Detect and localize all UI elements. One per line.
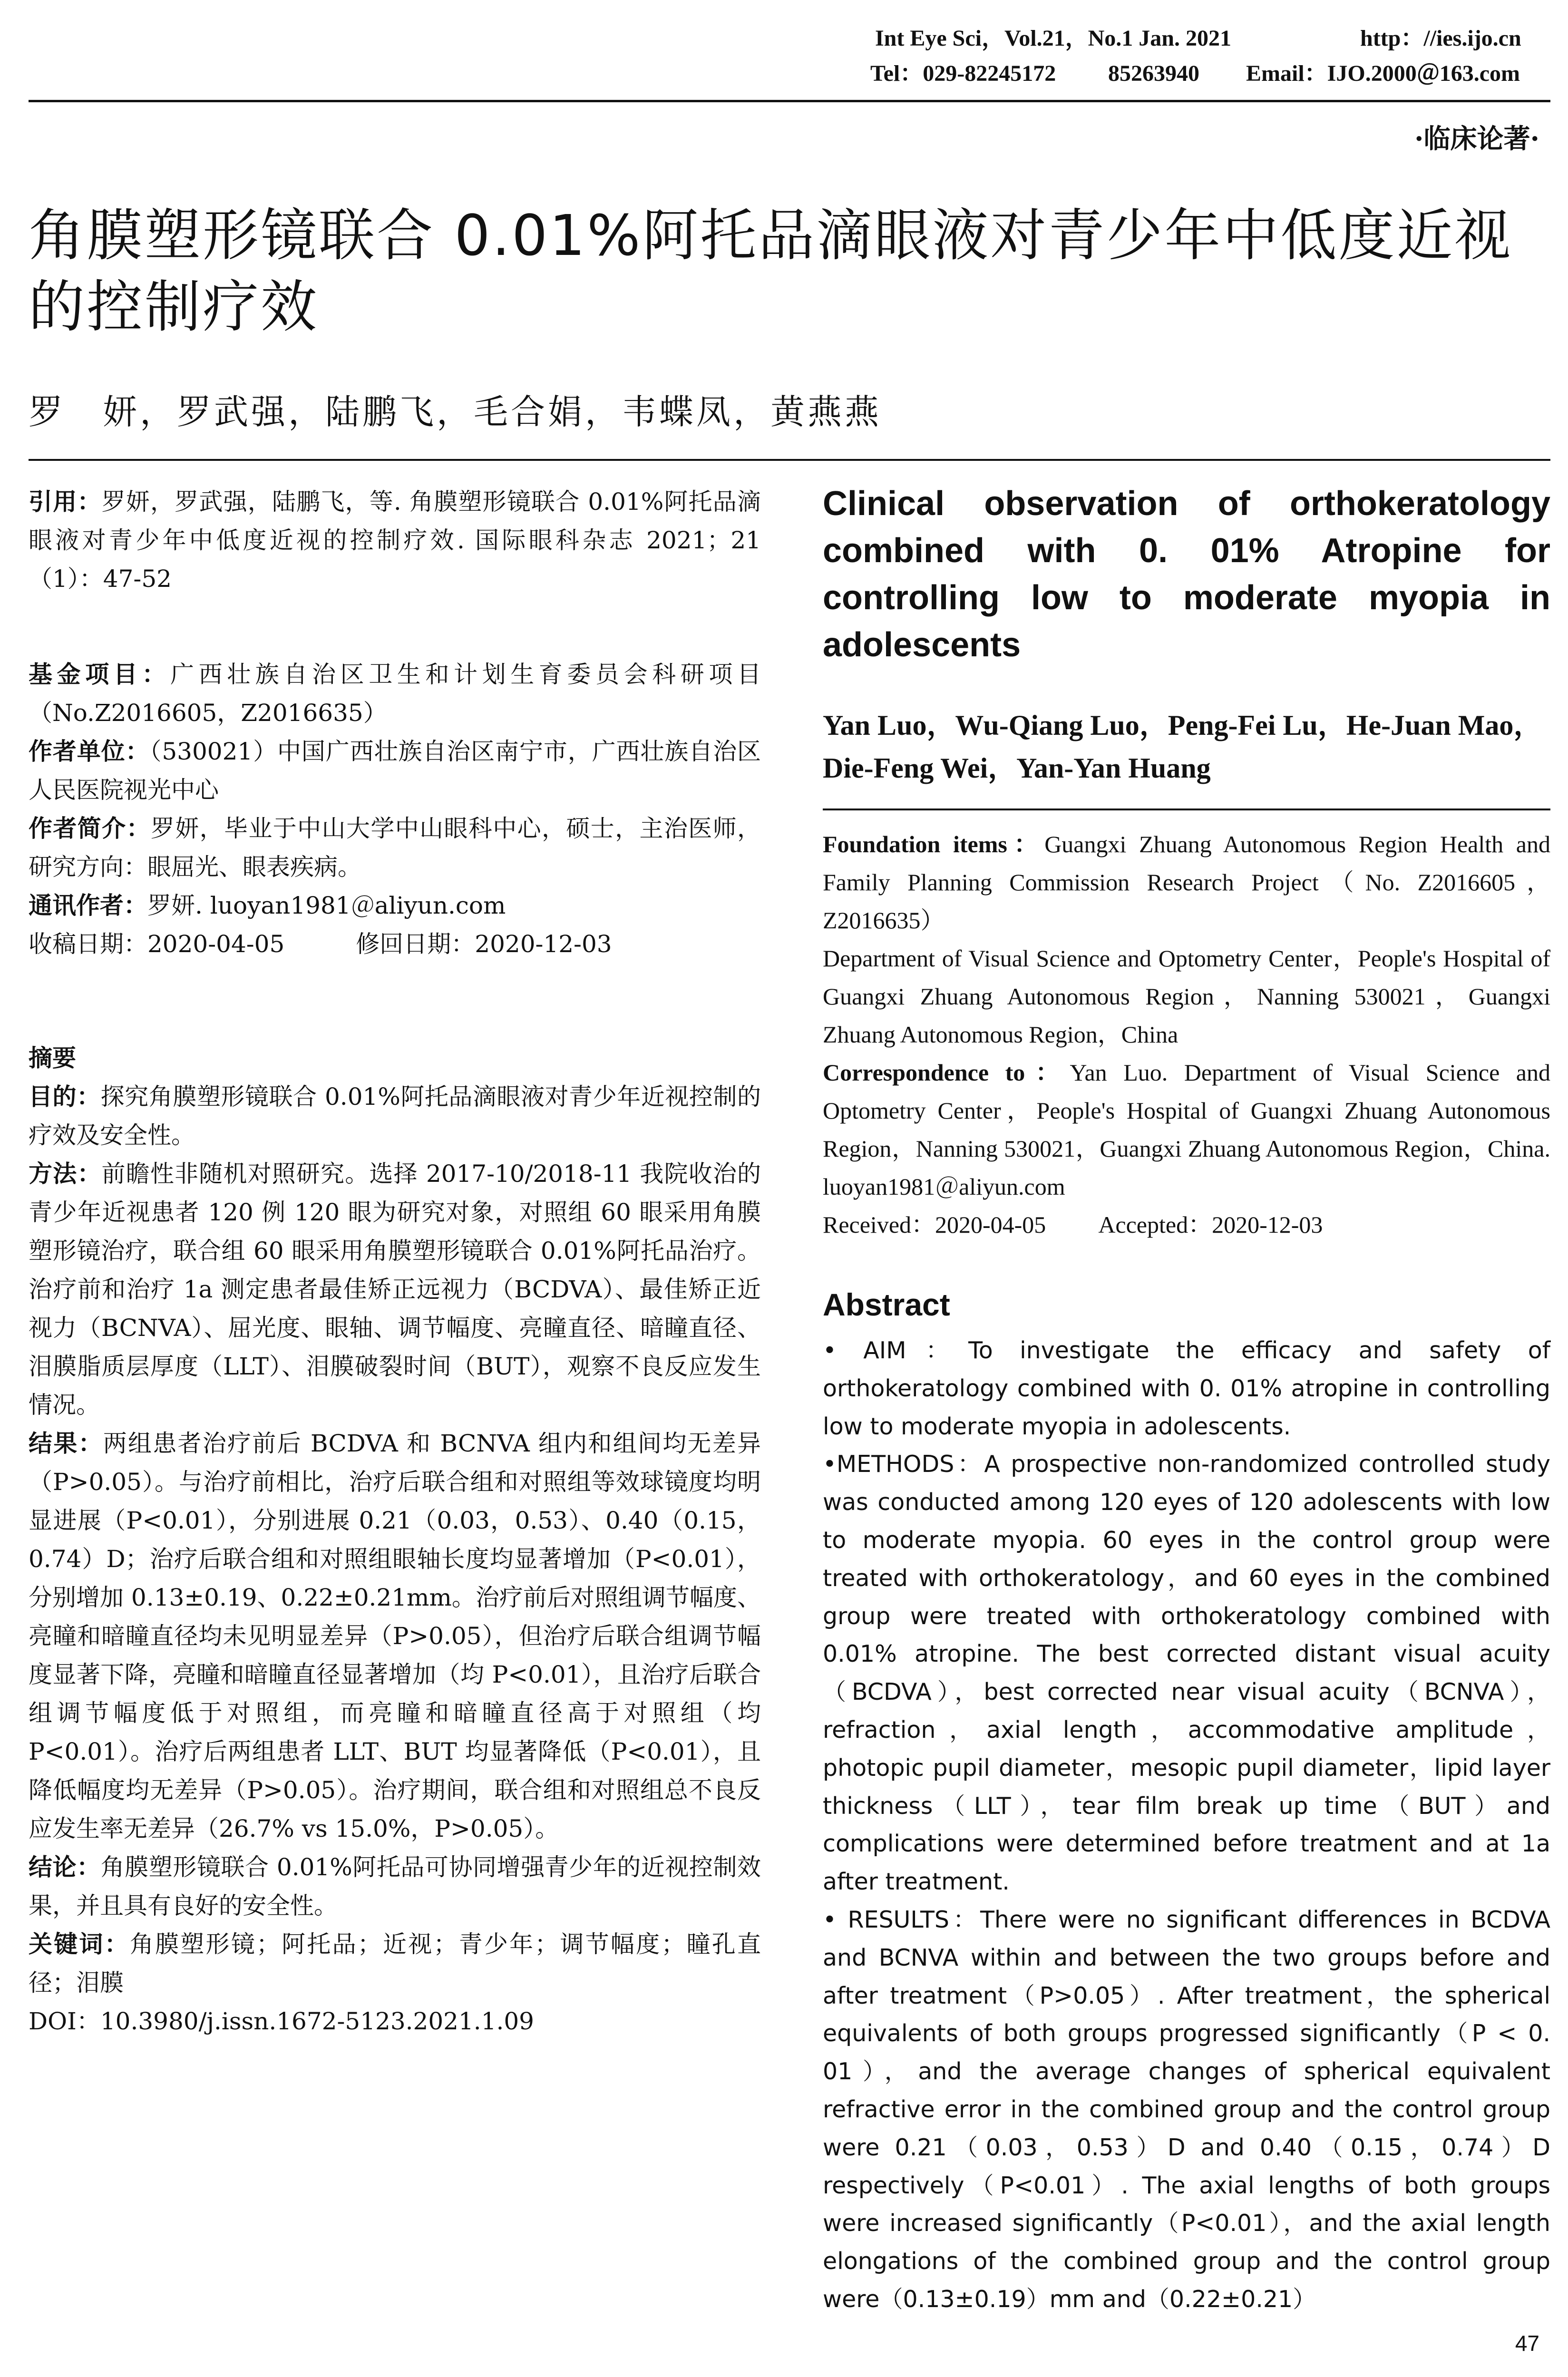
journal-tel2: 85263940 — [1108, 61, 1199, 86]
received-en: Received：2020-04-05 — [823, 1211, 1046, 1238]
aim-label: 目的： — [29, 1083, 101, 1111]
journal-tel: Tel：029-82245172 — [870, 61, 1056, 86]
authors-rule — [823, 809, 1550, 810]
methods-label: 方法： — [29, 1160, 102, 1188]
unit-text: （530021）中国广西壮族自治区南宁市，广西壮族自治区人民医院视光中心 — [29, 738, 761, 804]
unit-label: 作者单位： — [29, 738, 150, 765]
revised-date: 修回日期：2020-12-03 — [356, 930, 612, 958]
dates — [29, 925, 761, 964]
journal-url[interactable]: http：//ies.ijo.cn — [1360, 26, 1521, 51]
aim-cn — [29, 1078, 761, 1155]
fund-text-en: Guangxi Zhuang Autonomous Region Health and Family Planning Commission Research Project（No. Z2016605，Z2016635） — [823, 831, 1550, 934]
received-date: 收稿日期：2020-04-05 — [29, 930, 285, 958]
methods-text: 前瞻性非随机对照研究。选择 2017-10/2018-11 我院收治的青少年近视患者 120 例 120 眼为研究对象，对照组 60 眼采用角膜塑形镜治疗，联合组 60 眼采用角膜塑形镜联合 0.01%阿托品治疗。治疗前和治疗 1a 测定患者最佳矫正远视力（BCDVA）、最佳矫正近视力（BCNVA）、屈光度、眼轴、调节幅度、亮瞳直径、暗瞳直径、泪膜脂质层厚度（LLT）、泪膜破裂时间（BUT），观察不良反应发生情况。 — [29, 1160, 761, 1419]
bio-text: 罗妍，毕业于中山大学中山眼科中心，硕士，主治医师，研究方向：眼屈光、眼表疾病。 — [29, 815, 761, 881]
bio-label: 作者简介： — [29, 815, 151, 842]
corr-text-en: Yan Luo. Department of Visual Science and Optometry Center，People's Hospital of Guangxi Zhuang Autonomous Region，Nanning 530021，Guangxi Zhuang Autonomous Region，China. luoyan1981＠aliyun.com — [823, 1059, 1551, 1200]
authors-cn: 罗 妍，罗武强，陆鹏飞，毛合娟，韦蝶凤，黄燕燕 — [29, 392, 882, 432]
corr-label-en: Correspondence to： — [823, 1059, 1070, 1086]
fund-en — [823, 825, 1550, 939]
conclusion-text: 角膜塑形镜联合 0.01%阿托品可协同增强青少年的近视控制效果，并且具有良好的安全性。 — [29, 1853, 761, 1919]
citation-text: 罗妍，罗武强，陆鹏飞，等. 角膜塑形镜联合 0.01%阿托品滴眼液对青少年中低度近视的控制疗效. 国际眼科杂志 2021；21（1）：47-52 — [29, 488, 761, 593]
citation — [29, 483, 761, 598]
left-column-info — [29, 655, 761, 964]
header-rule — [29, 100, 1550, 102]
corr — [29, 887, 761, 925]
methods-en: •METHODS：A prospective non-randomized controlled study was conducted among 120 eyes of 120 adolescents with low to moderate myopia. 60 eyes in the control group were treated with orthokeratology，and 60 eyes in the combined group were treated with orthokeratology combined with 0.01% atropine. The best corrected distant visual acuity（BCDVA），best corrected near visual acuity（BCNVA），refraction，axial length，accommodative amplitude，photopic pupil diameter，mesopic pupil diameter，lipid layer thickness（LLT），tear film break up time（BUT）and complications were determined before treatment and at 1a after treatment. — [823, 1451, 1550, 1896]
dates-en — [823, 1206, 1550, 1244]
results-text: 两组患者治疗前后 BCDVA 和 BCNVA 组内和组间均无差异（P>0.05）。与治疗前相比，治疗后联合组和对照组等效球镜度均明显进展（P<0.01），分别进展 0.21（0.03，0.53）、0.40（0.15，0.74）D；治疗后联合组和对照组眼轴长度均显著增加（P<0.01），分别增加 0.13±0.19、0.22±0.21mm。治疗前后对照组调节幅度、亮瞳和暗瞳直径均未见明显差异（P>0.05），但治疗后联合组调节幅度显著下降，亮瞳和暗瞳直径显著增加（均 P<0.01），且治疗后联合组调节幅度低于对照组，而亮瞳和暗瞳直径高于对照组（均 P<0.01）。治疗后两组患者 LLT、BUT 均显著降低（P<0.01），且降低幅度均无差异（P>0.05）。治疗期间，联合组和对照组总不良反应发生率无差异（26.7% vs 15.0%，P>0.05）。 — [29, 1430, 761, 1842]
accepted-en: Accepted：2020-12-03 — [1098, 1211, 1323, 1238]
methods-cn — [29, 1155, 761, 1424]
keywords-label: 关键词： — [29, 1930, 130, 1958]
conclusion-cn — [29, 1848, 761, 1925]
left-column-meta — [29, 483, 761, 598]
abstract-body-en — [823, 1332, 1550, 2319]
aim-text: 探究角膜塑形镜联合 0.01%阿托品滴眼液对青少年近视控制的疗效及安全性。 — [29, 1083, 761, 1149]
citation-label: 引用： — [29, 488, 102, 516]
authors-en: Yan Luo，Wu-Qiang Luo，Peng-Fei Lu，He-Juan Mao，Die-Feng Wei，Yan-Yan Huang — [823, 710, 1542, 784]
corr-en — [823, 1053, 1550, 1206]
left-abstract — [29, 1039, 761, 2041]
section-label: ·临床论著· — [1414, 123, 1539, 155]
fund-text: 广西壮族自治区卫生和计划生育委员会科研项目（No.Z2016605，Z2016635） — [29, 661, 761, 727]
abstract-head-cn: 摘要 — [29, 1044, 76, 1072]
abstract-head-en: Abstract — [823, 1287, 950, 1322]
unit — [29, 732, 761, 809]
article-title-en: Clinical observation of orthokeratology combined with 0. 01% Atropine for controlling low to moderate myopia in adolescents — [823, 485, 1550, 664]
aim-en: • AIM：To investigate the efficacy and safety of orthokeratology combined with 0. 01% atropine in controlling low to moderate myopia in adolescents. — [823, 1337, 1550, 1440]
fund — [29, 655, 761, 732]
keywords-text: 角膜塑形镜；阿托品；近视；青少年；调节幅度；瞳孔直径；泪膜 — [29, 1930, 761, 1997]
journal-email[interactable]: Email：IJO.2000＠163.com — [1246, 61, 1520, 86]
results-en: • RESULTS：There were no significant differences in BCDVA and BCNVA within and between the two groups before and after treatment（P>0.05）. After treatment，the spherical equivalents of both groups progressed significantly（P < 0. 01），and the average changes of spherical equivalent refractive error in the combined group and the control group were 0.21（0.03，0.53）D and 0.40（0.15，0.74）D respectively（P<0.01）. The axial lengths of both groups were increased significantly（P<0.01），and the axial length elongations of the combined group and the control group were（0.13±0.19）mm and（0.22±0.21） — [823, 1906, 1550, 2313]
results-label: 结果： — [29, 1430, 103, 1457]
corr-text: 罗妍. luoyan1981＠aliyun.com — [147, 892, 506, 919]
bio — [29, 809, 761, 887]
results-cn — [29, 1424, 761, 1848]
fund-label-en: Foundation items： — [823, 831, 1045, 857]
page-number: 47 — [1515, 2331, 1539, 2356]
journal-issue: Int Eye Sci，Vol.21，No.1 Jan. 2021 — [875, 26, 1231, 51]
title-rule — [29, 459, 1550, 461]
fund-label: 基金项目： — [29, 661, 170, 688]
dept-en: Department of Visual Science and Optometry Center，People's Hospital of Guangxi Zhuang Autonomous Region，Nanning 530021，Guangxi Zhuang Autonomous Region，China — [823, 945, 1550, 1048]
corr-label: 通讯作者： — [29, 892, 147, 919]
conclusion-label: 结论： — [29, 1853, 101, 1881]
doi[interactable]: DOI：10.3980/j.issn.1672-5123.2021.1.09 — [29, 2007, 534, 2035]
article-title-cn: 角膜塑形镜联合 0.01%阿托品滴眼液对青少年中低度近视的控制疗效 — [29, 203, 1513, 340]
right-column-meta — [823, 825, 1550, 1244]
keywords-cn — [29, 1925, 761, 2002]
